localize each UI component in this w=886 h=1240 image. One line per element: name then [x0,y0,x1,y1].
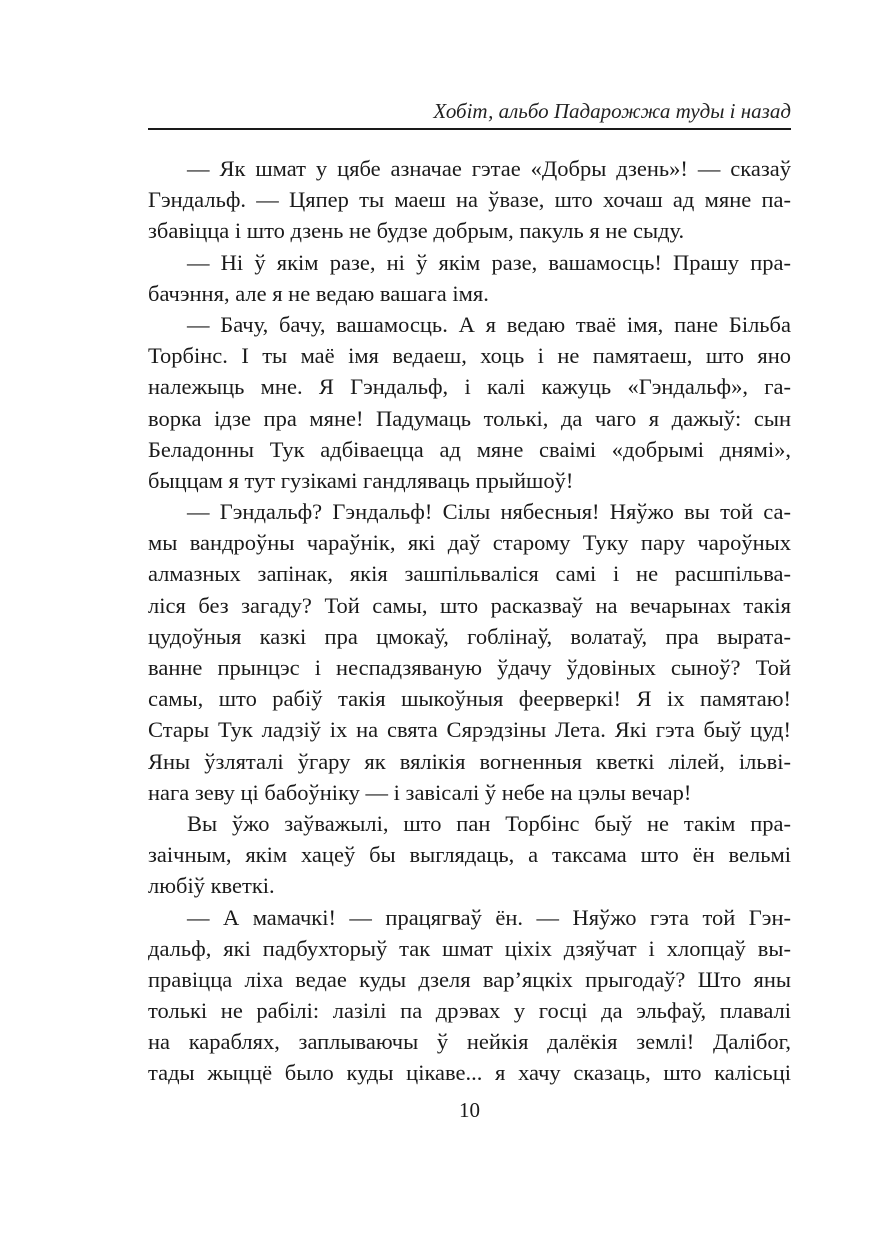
text-line: Вы ўжо заўважылі, што пан Торбінс быў не такім пра- [187,810,791,836]
text-line: — А мамачкі! — працягваў ён. — Няўжо гэта той Гэн- [187,904,791,930]
text-line: — Як шмат у цябе азначае гэтае «Добры дзень»! — сказаў [187,156,791,181]
text-line: — Ні ў якім разе, ні ў якім разе, вашамосць! Прашу пра- [187,249,791,275]
text-line: Торбінс. І ты маё імя ведаеш, хоць і не памятаеш, што яно [148,343,791,369]
text-line: збавіцца і што дзень не будзе добрым, пакуль я не сыду. [148,218,685,244]
text-line: цудоўныя казкі пра цмокаў, гоблінаў, волатаў, пра вырата- [148,623,791,649]
running-head: Хобіт, альбо Падарожжа туды і назад [433,99,791,123]
text-line: ванне прынцэс і неспадзяваную ўдачу ўдовіных сыноў? Той [148,655,791,680]
text-line: толькі не рабілі: лазілі па дрэвах у госці да эльфаў, плавалі [148,998,791,1024]
body-text [148,153,791,1089]
header-rule [148,128,791,130]
text-line: нага зеву ці бабоўніку — і завісалі ў небе на цэлы вечар! [148,779,692,805]
text-line: ворка ідзе пра мяне! Падумаць толькі, да чаго я дажыў: сын [148,405,791,431]
text-line: Гэндальф. — Цяпер ты маеш на ўвазе, што хочаш ад мяне па- [148,187,791,213]
text-line: тады жыццё было куды цікаве... я хачу сказаць, што калісьці [148,1060,791,1086]
text-line: на караблях, заплываючы ў нейкія далёкія землі! Далібог, [148,1029,791,1055]
text-line: любіў кветкі. [148,873,275,899]
text-line: Беладонны Тук адбіваецца ад мяне сваімі «добрымі днямі», [148,436,791,462]
text-line: заічным, якім хацеў бы выглядаць, а таксама што ён вельмі [148,842,791,868]
text-line: Стары Тук ладзіў іх на свята Сярэдзіны Лета. Які гэта быў цуд! [148,717,791,743]
text-line: мы вандроўны чараўнік, які даў старому Туку пару чароўных [148,530,791,556]
text-line: — Бачу, бачу, вашамосць. А я ведаю тваё імя, пане Більба [187,311,791,337]
text-line: Яны ўзляталі ўгару як вялікія вогненныя кветкі лілей, ільві- [148,748,791,774]
page-number: 10 [459,1098,480,1122]
text-line: бачэння, але я не ведаю вашага імя. [148,280,489,306]
text-line: алмазных запінак, якія зашпільваліся самі і не расшпільва- [148,561,791,587]
text-line: быццам я тут гузікамі гандляваць прыйшоў! [148,467,574,493]
text-line: дальф, які падбухторыў так шмат ціхіх дзяўчат і хлопцаў вы- [148,935,791,961]
text-line: ліся без загаду? Той самы, што расказваў на вечарынах такія [148,592,791,618]
text-line: правіцца ліха ведае куды дзеля вар’яцкіх прыгодаў? Што яны [148,966,791,992]
text-line: належыць мне. Я Гэндальф, і калі кажуць «Гэндальф», га- [148,374,791,400]
text-line: самы, што рабіў такія шыкоўныя феерверкі! Я іх памятаю! [148,686,791,712]
text-line: — Гэндальф? Гэндальф! Сілы нябесныя! Няўжо вы той са- [187,499,791,525]
